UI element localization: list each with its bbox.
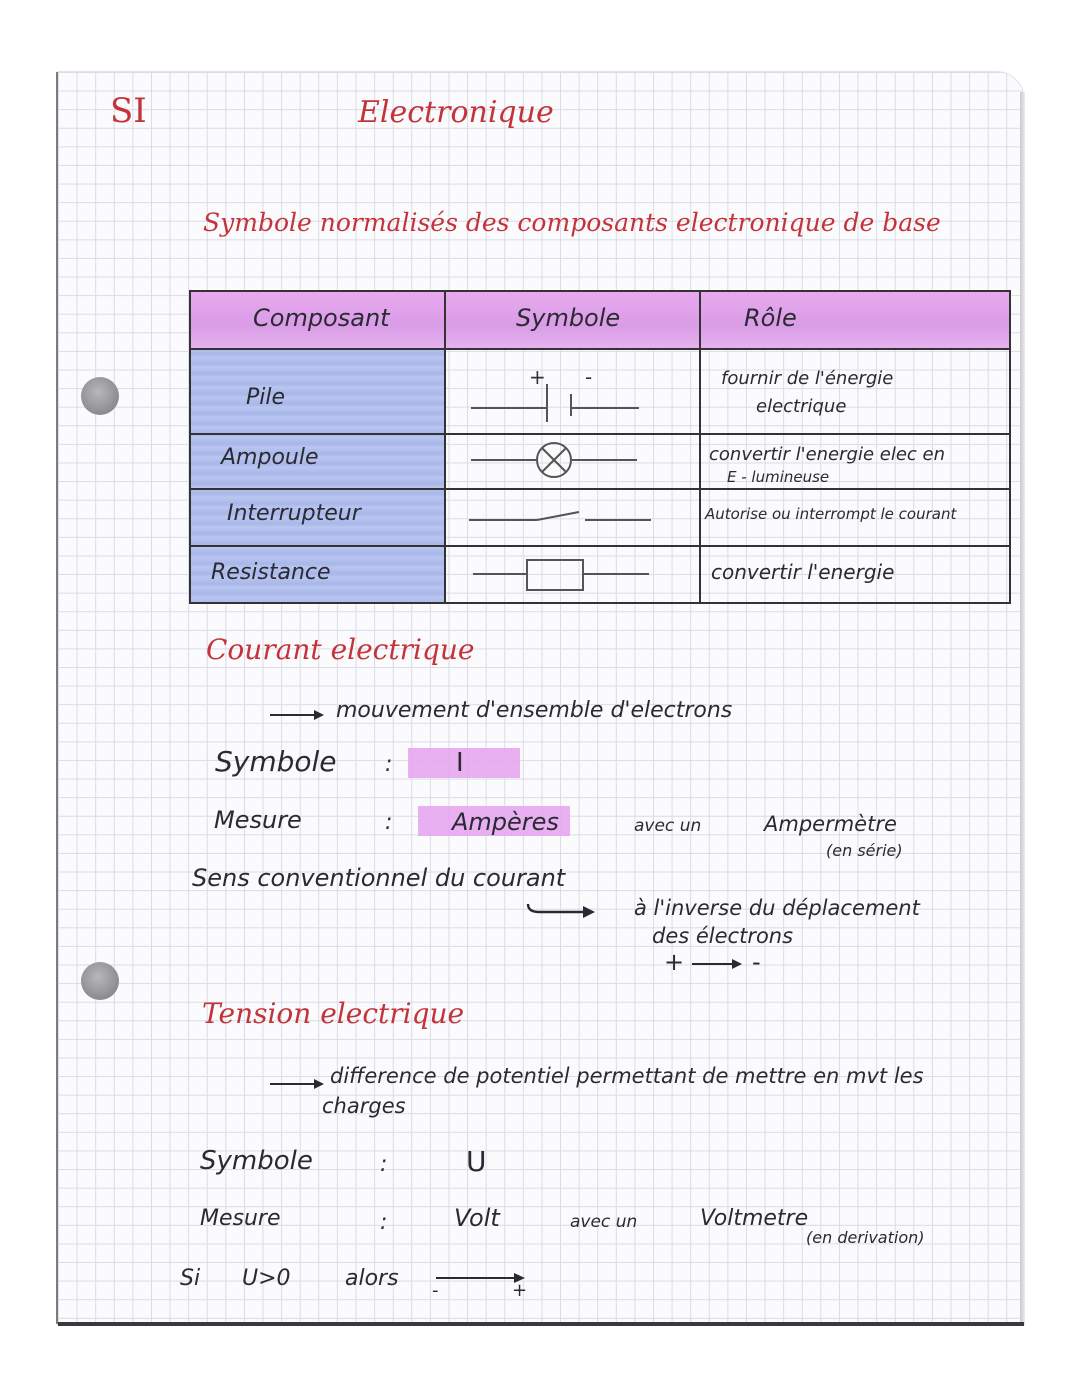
voltage-measure-colon: :	[380, 1210, 388, 1235]
table-line	[699, 292, 701, 602]
row-resistance-role: convertir l'energie	[711, 560, 895, 584]
row-pile-role-line2: electrique	[756, 396, 847, 417]
row-interrupteur-role: Autorise ou interrompt le courant	[705, 505, 957, 523]
current-definition: mouvement d'ensemble d'electrons	[336, 698, 733, 723]
row-resistance-component: Resistance	[211, 560, 331, 585]
current-symbol-value: I	[456, 748, 464, 778]
row-pile-role-line1: fournir de l'énergie	[721, 368, 894, 389]
current-measure-colon: :	[385, 810, 393, 835]
header-role: Rôle	[744, 304, 797, 332]
voltage-instrument: Voltmetre	[700, 1206, 809, 1231]
current-symbol-colon: :	[385, 752, 393, 777]
sheet-bottom-edge	[58, 1322, 1024, 1326]
table-line	[191, 488, 1009, 490]
current-symbol-highlight	[408, 748, 520, 778]
row-interrupteur-component: Interrupteur	[227, 501, 361, 526]
direction-minus-sign: -	[752, 948, 761, 976]
table-line	[191, 433, 1009, 435]
battery-plus-sign: +	[529, 365, 546, 389]
current-measure-value: Ampères	[452, 808, 559, 836]
header-component: Composant	[253, 304, 390, 332]
voltage-arrow-minus: -	[432, 1280, 439, 1301]
voltage-definition-line2: charges	[322, 1094, 406, 1118]
voltage-heading: Tension electrique	[202, 997, 465, 1030]
voltage-definition-line1: difference de potentiel permettant de mettre en mvt les	[330, 1064, 924, 1088]
sheet-left-edge	[56, 72, 58, 1324]
current-measure-label: Mesure	[214, 806, 302, 834]
table-line	[191, 348, 1009, 350]
row-ampoule-role-line1: convertir l'energie elec en	[709, 444, 946, 465]
header-symbol: Symbole	[516, 304, 621, 332]
resistor-symbol	[461, 554, 681, 594]
arrow-right-icon	[268, 1074, 328, 1094]
row-ampoule-component: Ampoule	[221, 445, 319, 470]
row-ampoule-role-line2: E - lumineuse	[727, 468, 830, 486]
current-direction-label: Sens conventionnel du courant	[192, 864, 566, 892]
table-line	[444, 292, 446, 602]
voltage-measure-with: avec un	[570, 1212, 638, 1232]
battery-minus-sign: -	[585, 365, 593, 389]
page-title: Electronique	[358, 95, 554, 130]
binder-hole-bottom	[81, 962, 119, 1000]
section-heading: Symbole normalisés des composants electronique de base	[203, 208, 941, 237]
subject-label: SI	[110, 91, 147, 131]
components-table	[189, 290, 1011, 604]
voltage-instrument-note: (en derivation)	[806, 1228, 925, 1247]
arrow-right-icon	[268, 705, 328, 725]
sheet-right-shadow	[1020, 92, 1025, 1322]
current-measure-with: avec un	[634, 816, 702, 836]
voltage-symbol-colon: :	[380, 1152, 388, 1177]
voltage-symbol-label: Symbole	[200, 1146, 313, 1176]
voltage-measure-value: Volt	[454, 1204, 500, 1232]
arrow-right-icon	[690, 955, 746, 973]
table-line	[191, 545, 1009, 547]
current-symbol-label: Symbole	[215, 745, 337, 778]
current-direction-note-line1: à l'inverse du déplacement	[634, 896, 920, 920]
voltage-measure-label: Mesure	[200, 1206, 281, 1231]
switch-symbol	[461, 496, 681, 536]
battery-symbol	[461, 364, 681, 424]
current-direction-note-line2: des électrons	[652, 924, 794, 948]
condition-si: Si	[180, 1266, 201, 1291]
condition-then: alors	[345, 1266, 399, 1291]
lamp-symbol	[461, 440, 681, 480]
voltage-arrow-plus: +	[512, 1280, 528, 1301]
current-instrument-note: (en série)	[826, 841, 903, 860]
condition-expression: U>0	[242, 1266, 291, 1291]
binder-hole-top	[81, 377, 119, 415]
voltage-symbol-value: U	[466, 1145, 487, 1178]
current-instrument: Ampermètre	[764, 812, 897, 836]
direction-plus-sign: +	[664, 948, 685, 976]
row-pile-component: Pile	[246, 385, 286, 410]
curved-arrow-icon	[525, 898, 597, 922]
current-heading: Courant electrique	[206, 633, 475, 666]
